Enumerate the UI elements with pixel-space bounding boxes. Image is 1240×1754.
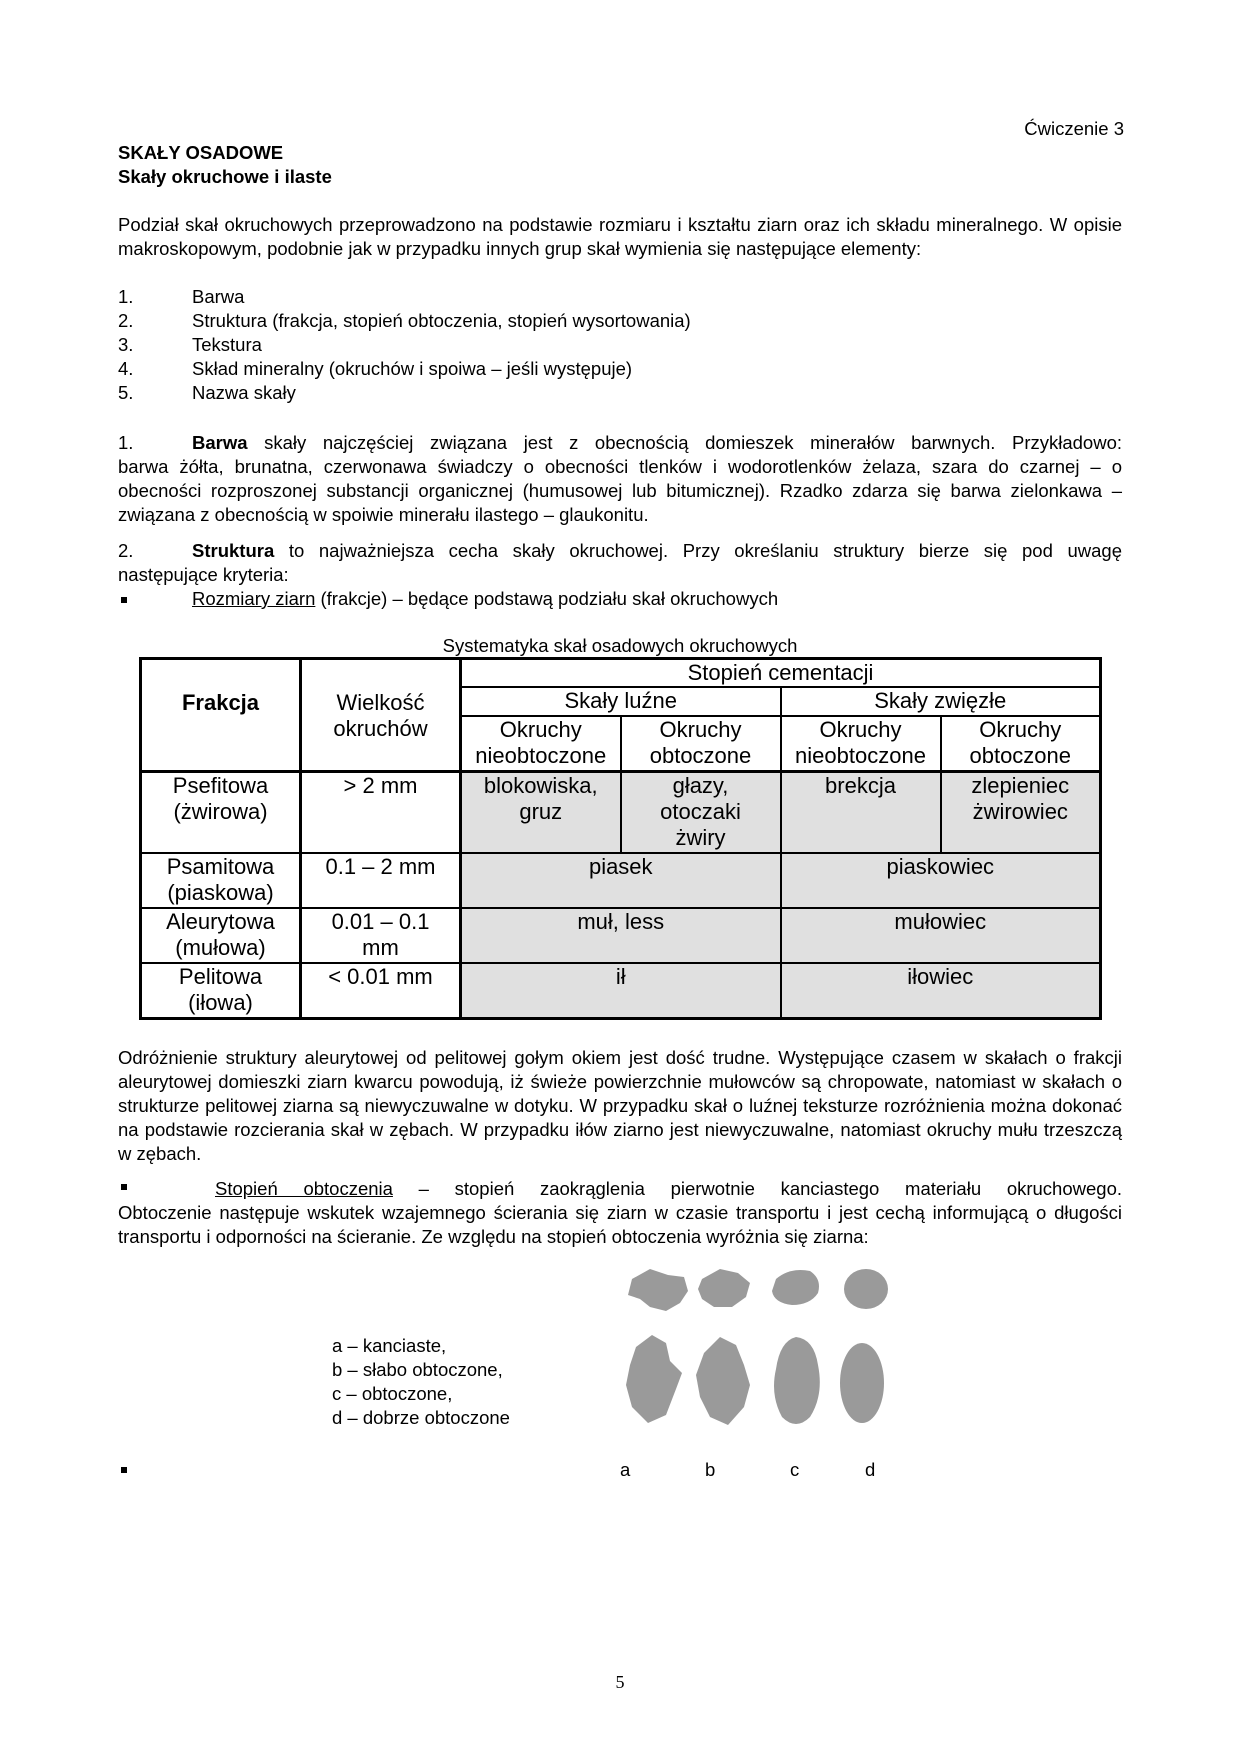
header-skaly-zwiezle: Skały zwięzłe [781,687,1101,715]
header-wielkosc: Wielkość okruchów [301,659,461,772]
exercise-number: Ćwiczenie 3 [1024,118,1124,139]
cell-luzne-obtoczone: głazy, otoczaki żwiry [621,771,781,852]
grain-a-bottom [626,1335,682,1423]
cell-zwiezle: mułowiec [781,908,1101,963]
grain-c-top [772,1270,819,1305]
bullet-icon [121,1467,127,1473]
header-skaly-luzne: Skały luźne [461,687,781,715]
cell-size: < 0.01 mm [301,963,461,1019]
cell-frakcja: Pelitowa (iłowa) [141,963,301,1019]
grain-d-top [844,1269,888,1309]
cell-size: > 2 mm [301,771,461,852]
grain-label-a: a [620,1459,631,1480]
page-title: SKAŁY OSADOWE [118,142,284,163]
page-subtitle: Skały okruchowe i ilaste [118,166,332,187]
struktura-term: Struktura [192,540,275,561]
grain-legend [332,1334,510,1430]
cell-luzne: piasek [461,853,781,909]
list-item: 1. Barwa [118,286,245,307]
legend-item: a – kanciaste, [332,1335,447,1356]
grain-d-bottom [840,1343,884,1423]
page-number: 5 [615,1672,625,1692]
cell-size: 0.1 – 2 mm [301,853,461,909]
table-row [141,853,1101,909]
cell-zwiezle: iłowiec [781,963,1101,1019]
header-frakcja: Frakcja [141,659,301,772]
grain-roundness-figure [620,1265,900,1450]
bullet-icon [121,597,127,603]
grain-label-c: c [790,1459,800,1480]
systematics-table [139,657,1102,1020]
cell-zwiezle-nieobtoczone: brekcja [781,771,941,852]
cell-frakcja: Psefitowa (żwirowa) [141,771,301,852]
intro-paragraph: Podział skał okruchowych przeprowadzono na podstawie rozmiaru i kształtu ziarn oraz ich składu mineralnego. W opisie makroskopowym, podobnie jak w przypadku innych grup skał wymienia się następujące elementy: [118,214,1122,259]
table-row [141,771,1101,852]
list-item: 2. Struktura (frakcja, stopień obtoczenia, stopień wysortowania) [118,310,691,331]
table-row [141,908,1101,963]
cell-luzne: muł, less [461,908,781,963]
grain-a-top [628,1269,688,1311]
header-okruchy-nieobtoczone: Okruchy nieobtoczone [781,716,941,772]
list-item: 5. Nazwa skały [118,382,296,403]
grain-b-top [698,1269,750,1307]
legend-item: c – obtoczone, [332,1383,453,1404]
struktura-paragraph: 2. Struktura to najważniejsza cecha skały okruchowej. Przy określaniu struktury bierze się pod uwagę następujące kryteria: [118,540,1122,585]
grain-b-bottom [696,1337,750,1425]
cell-frakcja: Psamitowa (piaskowa) [141,853,301,909]
bullet-rozmiary: Rozmiary ziarn (frakcje) – będące podstawą podziału skał okruchowych [192,588,779,609]
stopien-paragraph: Stopień obtoczenia – stopień zaokrąglenia pierwotnie kanciastego materiału okruchowego. Obtoczenie następuje wskutek wzajemnego ścierania się ziarn w czasie transportu i jest cechą informującą o długości transportu i odporności na ścieranie. Ze względu na stopień obtoczenia wyróżnia się ziarna: [118,1178,1123,1247]
cell-luzne-nieobtoczone: blokowiska, gruz [461,771,621,852]
grain-c-bottom [774,1337,820,1424]
elements-list [118,285,691,405]
stopien-link: Stopień obtoczenia [215,1178,393,1199]
cell-frakcja: Aleurytowa (mułowa) [141,908,301,963]
legend-item: b – słabo obtoczone, [332,1359,503,1380]
cell-zwiezle-obtoczone: zlepieniec żwirowiec [941,771,1101,852]
header-okruchy-nieobtoczone: Okruchy nieobtoczone [461,716,621,772]
table-caption: Systematyka skał osadowych okruchowych [442,635,798,656]
rozmiary-link: Rozmiary ziarn [192,588,316,609]
grain-label-b: b [705,1459,716,1480]
list-item: 3. Tekstura [118,334,262,355]
header-okruchy-obtoczone: Okruchy obtoczone [621,716,781,772]
header-okruchy-obtoczone: Okruchy obtoczone [941,716,1101,772]
odroznienie-paragraph: Odróżnienie struktury aleurytowej od pelitowej gołym okiem jest dość trudne. Występujące czasem w skałach o frakcji aleurytowej domieszki ziarn kwarcu powodują, iż świeże powierzchnie mułowców są chropowate, natomiast w skałach o strukturze pelitowej ziarna są niewyczuwalne w dotyku. W przypadku skał o luźnej teksturze rozróżnienia można dokonać na podstawie rozcierania skał w zębach. W przypadku iłów ziarno jest niewyczuwalne, natomiast okruchy mułu trzeszczą w zębach. [118,1047,1122,1164]
table-row [141,963,1101,1019]
grain-label-d: d [865,1459,876,1480]
cell-size: 0.01 – 0.1 mm [301,908,461,963]
cell-luzne: ił [461,963,781,1019]
cell-zwiezle: piaskowiec [781,853,1101,909]
barwa-term: Barwa [192,432,248,453]
legend-item: d – dobrze obtoczone [332,1407,510,1428]
header-stopien-cementacji: Stopień cementacji [461,659,1101,688]
list-item: 4. Skład mineralny (okruchów i spoiwa – jeśli występuje) [118,358,633,379]
barwa-paragraph: 1. Barwa skały najczęściej związana jest z obecnością domieszek minerałów barwnych. Przykładowo: barwa żółta, brunatna, czerwonawa świadczy o obecności tlenków i wodorotlenków żelaza, szara do czarnej – o obecności rozproszonej substancji organicznej (humusowej lub bitumicznej). Rzadko zdarza się barwa zielonkawa – związana z obecnością w spoiwie minerału ilastego – glaukonitu. [118,432,1122,525]
